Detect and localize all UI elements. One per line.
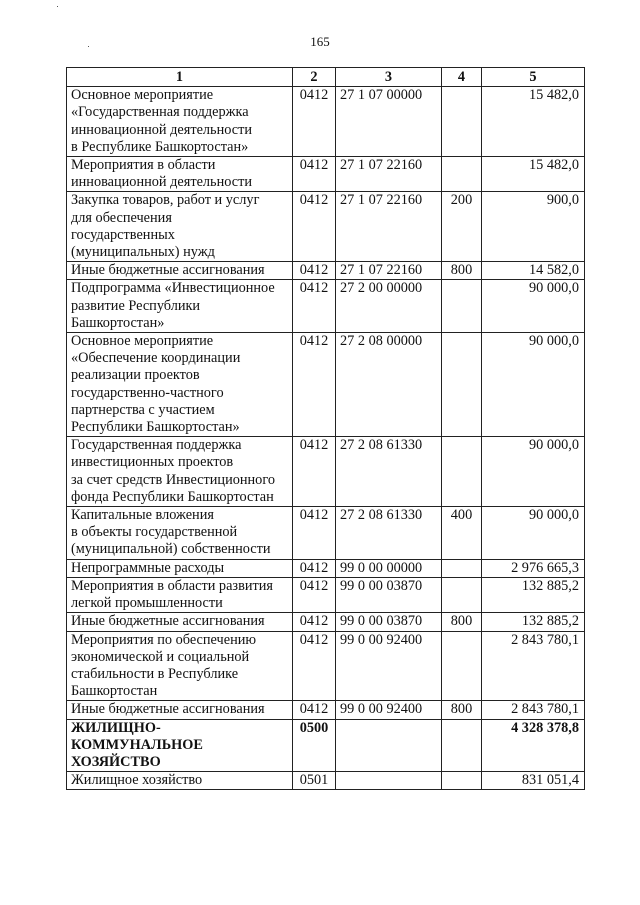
amount-cell: 90 000,0 bbox=[482, 333, 585, 437]
expense-type-cell bbox=[442, 333, 482, 437]
expense-type-cell: 800 bbox=[442, 262, 482, 280]
section-code-cell: 0412 bbox=[293, 701, 336, 719]
amount-cell: 90 000,0 bbox=[482, 280, 585, 333]
expense-type-cell bbox=[442, 559, 482, 577]
row-name-line: «Обеспечение координации bbox=[71, 350, 241, 367]
page-number: 165 bbox=[310, 34, 330, 49]
section-code-cell: 0412 bbox=[293, 507, 336, 560]
section-code-cell: 0412 bbox=[293, 577, 336, 612]
table-body bbox=[67, 87, 585, 790]
section-code-cell: 0412 bbox=[293, 280, 336, 333]
amount-cell: 14 582,0 bbox=[482, 262, 585, 280]
target-code-cell: 99 0 00 03870 bbox=[336, 613, 442, 631]
table-row bbox=[67, 772, 585, 790]
expense-type-cell bbox=[442, 719, 482, 772]
amount-cell: 15 482,0 bbox=[482, 87, 585, 157]
scan-speck bbox=[57, 6, 58, 7]
amount-cell: 15 482,0 bbox=[482, 157, 585, 192]
table-row bbox=[67, 333, 585, 437]
target-code-cell: 27 1 07 22160 bbox=[336, 262, 442, 280]
header-cell-5: 5 bbox=[482, 68, 585, 87]
header-cell-4: 4 bbox=[442, 68, 482, 87]
row-name-line: (муниципальных) нужд bbox=[71, 244, 215, 261]
row-name-cell bbox=[67, 772, 293, 790]
row-name-line: в Республике Башкортостан» bbox=[71, 138, 249, 155]
row-name-cell bbox=[67, 701, 293, 719]
header-cell-2: 2 bbox=[293, 68, 336, 87]
row-name-cell bbox=[67, 333, 293, 437]
row-name-line: экономической и социальной bbox=[71, 648, 250, 665]
expense-type-cell bbox=[442, 577, 482, 612]
amount-cell: 90 000,0 bbox=[482, 437, 585, 507]
amount-cell: 4 328 378,8 bbox=[482, 719, 585, 772]
row-name-line: легкой промышленности bbox=[71, 595, 223, 612]
expense-type-cell bbox=[442, 631, 482, 701]
row-name-line: инновационной деятельности bbox=[71, 121, 252, 138]
table-row bbox=[67, 507, 585, 560]
row-name-line: Башкортостан» bbox=[71, 314, 165, 331]
section-code-cell: 0412 bbox=[293, 192, 336, 262]
header-cell-1: 1 bbox=[67, 68, 293, 87]
section-code-cell: 0412 bbox=[293, 631, 336, 701]
target-code-cell: 27 2 00 00000 bbox=[336, 280, 442, 333]
row-name-line: в объекты государственной bbox=[71, 524, 238, 541]
row-name-cell bbox=[67, 719, 293, 772]
scan-speck bbox=[88, 46, 89, 47]
row-name-line: Основное мероприятие bbox=[71, 87, 214, 104]
table-row bbox=[67, 577, 585, 612]
expense-type-cell: 800 bbox=[442, 613, 482, 631]
row-name-cell bbox=[67, 577, 293, 612]
target-code-cell: 99 0 00 03870 bbox=[336, 577, 442, 612]
target-code-cell: 27 2 08 61330 bbox=[336, 507, 442, 560]
expense-type-cell bbox=[442, 772, 482, 790]
row-name-line: (муниципальной) собственности bbox=[71, 541, 271, 558]
target-code-cell: 99 0 00 00000 bbox=[336, 559, 442, 577]
row-name-line: ХОЗЯЙСТВО bbox=[71, 753, 161, 770]
target-code-cell: 99 0 00 92400 bbox=[336, 701, 442, 719]
table-row bbox=[67, 613, 585, 631]
row-name-line: Мероприятия в области bbox=[71, 157, 216, 174]
row-name-cell bbox=[67, 280, 293, 333]
header-cell-3: 3 bbox=[336, 68, 442, 87]
table-row bbox=[67, 157, 585, 192]
target-code-cell: 99 0 00 92400 bbox=[336, 631, 442, 701]
target-code-cell bbox=[336, 772, 442, 790]
table-row bbox=[67, 280, 585, 333]
row-name-cell bbox=[67, 559, 293, 577]
row-name-line: Мероприятия по обеспечению bbox=[71, 631, 257, 648]
row-name-line: развитие Республики bbox=[71, 297, 201, 314]
row-name-line: Закупка товаров, работ и услуг bbox=[71, 192, 260, 209]
row-name-cell bbox=[67, 613, 293, 631]
amount-cell: 132 885,2 bbox=[482, 577, 585, 612]
section-code-cell: 0412 bbox=[293, 613, 336, 631]
table-row bbox=[67, 631, 585, 701]
row-name-line: Жилищное хозяйство bbox=[71, 772, 203, 789]
row-name-line: за счет средств Инвестиционного bbox=[71, 471, 275, 488]
row-name-line: Государственная поддержка bbox=[71, 437, 242, 454]
table-row bbox=[67, 559, 585, 577]
expense-type-cell bbox=[442, 437, 482, 507]
section-code-cell: 0412 bbox=[293, 333, 336, 437]
row-name-line: Мероприятия в области развития bbox=[71, 577, 273, 594]
table-row bbox=[67, 87, 585, 157]
row-name-cell bbox=[67, 507, 293, 560]
target-code-cell: 27 1 07 22160 bbox=[336, 157, 442, 192]
amount-cell: 132 885,2 bbox=[482, 613, 585, 631]
target-code-cell bbox=[336, 719, 442, 772]
row-name-line: Иные бюджетные ассигнования bbox=[71, 613, 265, 630]
row-name-cell bbox=[67, 631, 293, 701]
row-name-line: реализации проектов bbox=[71, 367, 200, 384]
row-name-line: ЖИЛИЩНО- bbox=[71, 719, 161, 736]
expense-type-cell bbox=[442, 87, 482, 157]
amount-cell: 90 000,0 bbox=[482, 507, 585, 560]
section-code-cell: 0412 bbox=[293, 262, 336, 280]
table-row bbox=[67, 701, 585, 719]
target-code-cell: 27 1 07 22160 bbox=[336, 192, 442, 262]
expense-type-cell: 200 bbox=[442, 192, 482, 262]
table-row bbox=[67, 437, 585, 507]
row-name-cell bbox=[67, 87, 293, 157]
row-name-line: государственно-частного bbox=[71, 384, 224, 401]
expense-type-cell bbox=[442, 157, 482, 192]
amount-cell: 2 843 780,1 bbox=[482, 631, 585, 701]
row-name-line: Башкортостан bbox=[71, 683, 158, 700]
row-name-line: партнерства с участием bbox=[71, 401, 215, 418]
row-name-line: Непрограммные расходы bbox=[71, 559, 225, 576]
row-name-line: Основное мероприятие bbox=[71, 333, 214, 350]
row-name-line: Республики Башкортостан» bbox=[71, 419, 240, 436]
expense-type-cell: 400 bbox=[442, 507, 482, 560]
row-name-cell bbox=[67, 157, 293, 192]
row-name-line: КОММУНАЛЬНОЕ bbox=[71, 736, 203, 753]
row-name-line: «Государственная поддержка bbox=[71, 104, 249, 121]
table-row bbox=[67, 719, 585, 772]
row-name-cell bbox=[67, 437, 293, 507]
amount-cell: 900,0 bbox=[482, 192, 585, 262]
table-row bbox=[67, 262, 585, 280]
section-code-cell: 0412 bbox=[293, 559, 336, 577]
section-code-cell: 0500 bbox=[293, 719, 336, 772]
row-name-line: инновационной деятельности bbox=[71, 174, 252, 191]
target-code-cell: 27 1 07 00000 bbox=[336, 87, 442, 157]
expense-type-cell bbox=[442, 280, 482, 333]
target-code-cell: 27 2 08 61330 bbox=[336, 437, 442, 507]
row-name-line: государственных bbox=[71, 226, 175, 243]
budget-table bbox=[66, 67, 585, 790]
section-code-cell: 0501 bbox=[293, 772, 336, 790]
section-code-cell: 0412 bbox=[293, 87, 336, 157]
row-name-cell bbox=[67, 262, 293, 280]
row-name-cell bbox=[67, 192, 293, 262]
expense-type-cell: 800 bbox=[442, 701, 482, 719]
amount-cell: 2 976 665,3 bbox=[482, 559, 585, 577]
header-row bbox=[67, 68, 585, 87]
table-row bbox=[67, 192, 585, 262]
section-code-cell: 0412 bbox=[293, 437, 336, 507]
target-code-cell: 27 2 08 00000 bbox=[336, 333, 442, 437]
row-name-line: стабильности в Республике bbox=[71, 665, 239, 682]
row-name-line: Подпрограмма «Инвестиционное bbox=[71, 280, 275, 297]
row-name-line: Иные бюджетные ассигнования bbox=[71, 701, 265, 718]
amount-cell: 831 051,4 bbox=[482, 772, 585, 790]
section-code-cell: 0412 bbox=[293, 157, 336, 192]
row-name-line: Капитальные вложения bbox=[71, 507, 214, 524]
amount-cell: 2 843 780,1 bbox=[482, 701, 585, 719]
row-name-line: для обеспечения bbox=[71, 209, 172, 226]
row-name-line: фонда Республики Башкортостан bbox=[71, 488, 274, 505]
row-name-line: Иные бюджетные ассигнования bbox=[71, 262, 265, 279]
row-name-line: инвестиционных проектов bbox=[71, 454, 234, 471]
